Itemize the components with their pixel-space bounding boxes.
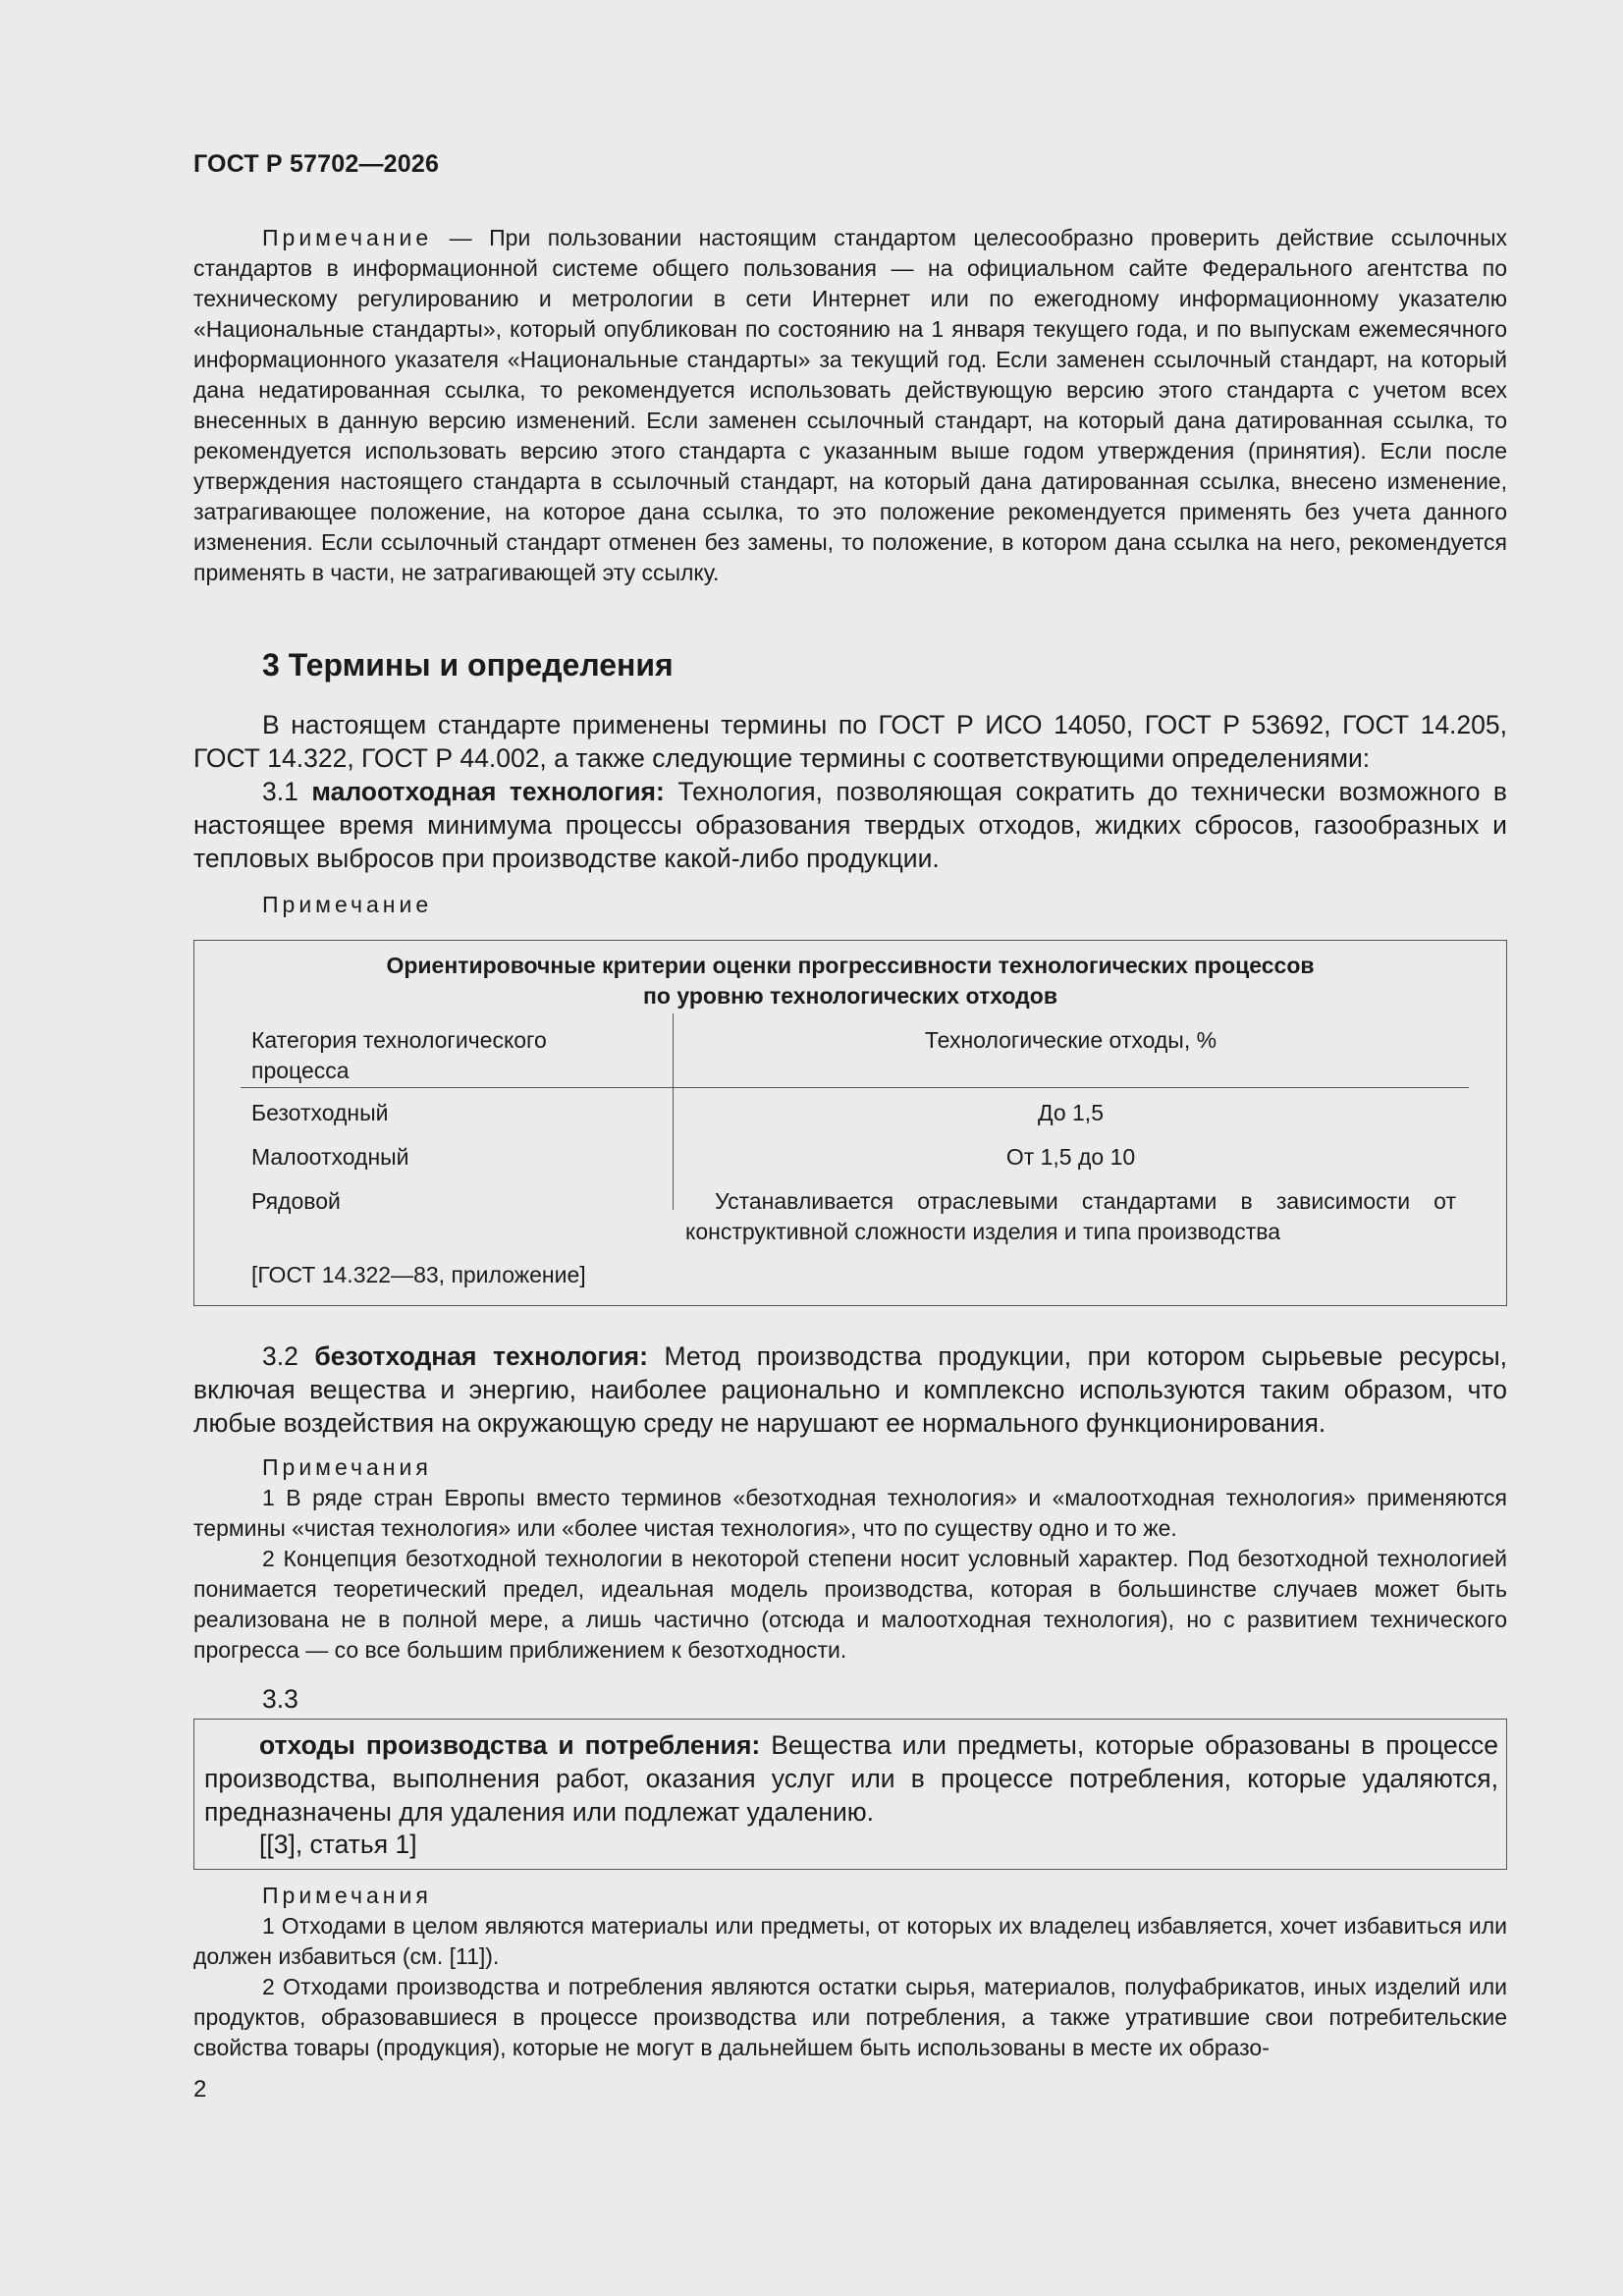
table-title-line-1: Ориентировочные критерии оценки прогрессивности технологических процессов [386,953,1315,978]
note-3-2-item-1: 1 В ряде стран Европы вместо терминов «безотходная технология» и «малоотходная технология» применяются термины «чистая технология» или «более чистая технология», что по существу одно и то же. [193,1485,1507,1541]
note-3-3-item-1: 1 Отходами в целом являются материалы или предметы, от которых их владелец избавляется, хочет избавиться или должен избавиться (см. [11]). [193,1913,1507,1969]
notes-3-2-label: Примечания [262,1454,432,1480]
term-3-1-name: малоотходная технология: [311,777,665,806]
term-3-2-name: безотходная технология: [314,1341,648,1371]
table-col1-header-line-1: Категория технологического [251,1027,547,1053]
term-3-3-box [193,1719,1507,1870]
document-id-header: ГОСТ Р 57702—2026 [193,150,440,178]
term-3-1-definition: Технология, позволяющая сократить до технически возможного в настоящее время минимума процессы образования твердых отходов, жидких сбросов, газообразных и тепловых выбросов при производстве какой-либо продукции. [193,777,1507,873]
intro-note-text: — При пользовании настоящим стандартом целесообразно проверить действие ссылочных стандартов в информационной системе общего пользования — на официальном сайте Федерального агентства по техническому регулированию и метрологии в сети Интернет или по ежегодному информационному указателю «Национальные стандарты», который опубликован по состоянию на 1 января текущего года, и по выпускам ежемесячного информационного указателя «Национальные стандарты» за текущий год. Если заменен ссылочный стандарт, на который дана недатированная ссылка, то рекомендуется использовать действующую версию этого стандарта с учетом всех внесенных в данную версию изменений. Если заменен ссылочный стандарт, на который дана датированная ссылка, то рекомендуется использовать версию этого стандарта с указанным выше годом утверждения (принятия). Если после утверждения настоящего стандарта в ссылочный стандарт, на который дана датированная ссылка, внесено изменение, затрагивающее положение, на которое дана ссылка, то это положение рекомендуется применять без учета данного изменения. Если ссылочный стандарт отменен без замены, то положение, в котором дана ссылка на него, рекомендуется применять в части, не затрагивающей эту ссылку. [193,225,1507,585]
term-3-2-definition: Метод производства продукции, при котором сырьевые ресурсы, включая вещества и энергию, наиболее рационально и комплексно используются таким образом, что любые воздействия на окружающую среду не нарушают ее нормального функционирования. [193,1341,1508,1438]
table-row-category: Безотходный [251,1100,389,1125]
criteria-table [193,940,1507,1306]
table-row-value: Устанавливается отраслевыми стандартами в зависимости от конструктивной сложности изделия и типа производства [685,1188,1456,1244]
table-col1-header [251,1025,547,1086]
term-3-2-number: 3.2 [262,1341,298,1371]
note-3-3-item-2: 2 Отходами производства и потребления являются остатки сырья, материалов, полуфабрикатов, иных изделий или продуктов, образовавшиеся в процессе производства или потребления, а также утратившие свои потребительские свойства товары (продукция), которые не могут в дальнейшем быть использованы в месте их образо- [193,1974,1507,2060]
intro-note [193,223,1507,588]
note-3-2-item-2: 2 Концепция безотходной технологии в некоторой степени носит условный характер. Под безотходной технологией понимается теоретический предел, идеальная модель производства, которая в большинстве случаев может быть реализована не в полной мере, а лишь частично (отсюда и малоотходная технология), но с развитием технического прогресса — со все большим приближением к безотходности. [193,1546,1507,1663]
table-title-line-2: по уровню технологических отходов [643,983,1057,1009]
term-3-3-name: отходы производства и потребления: [259,1730,761,1760]
intro-note-label: Примечание [262,225,433,250]
table-column-divider [673,1013,674,1210]
table-row-category: Рядовой [251,1188,341,1214]
term-3-3-definition: Вещества или предметы, которые образованы в процессе производства, выполнения работ, оказания услуг или в процессе потребления, которые удаляются, предназначены для удаления или подлежат удалению. [204,1730,1498,1827]
table-row-value: До 1,5 [1038,1100,1104,1125]
term-3-1-number: 3.1 [262,777,298,806]
term-3-3-number: 3.3 [262,1684,298,1714]
term-3-1 [193,775,1507,875]
notes-3-3-label: Примечания [262,1883,432,1908]
table-title [194,951,1506,1011]
term-3-3 [194,1728,1508,1829]
section-title: 3 Термины и определения [262,647,674,683]
table-header-divider [241,1087,1469,1088]
table-source: [ГОСТ 14.322—83, приложение] [251,1262,586,1287]
term-3-3-reference: [[3], статья 1] [259,1830,417,1859]
note-3-1-label: Примечание [262,892,433,917]
term-3-2 [193,1339,1507,1440]
table-row-category: Малоотходный [251,1144,409,1170]
table-col1-header-line-2: процесса [251,1058,350,1083]
table-col2-header: Технологические отходы, % [924,1027,1217,1053]
section-intro: В настоящем стандарте применены термины по ГОСТ Р ИСО 14050, ГОСТ Р 53692, ГОСТ 14.205, ГОСТ 14.322, ГОСТ Р 44.002, а также следующие термины с соответствующими определениями: [193,710,1507,773]
table-row-value: От 1,5 до 10 [1005,1144,1136,1170]
page-number: 2 [193,2076,207,2103]
